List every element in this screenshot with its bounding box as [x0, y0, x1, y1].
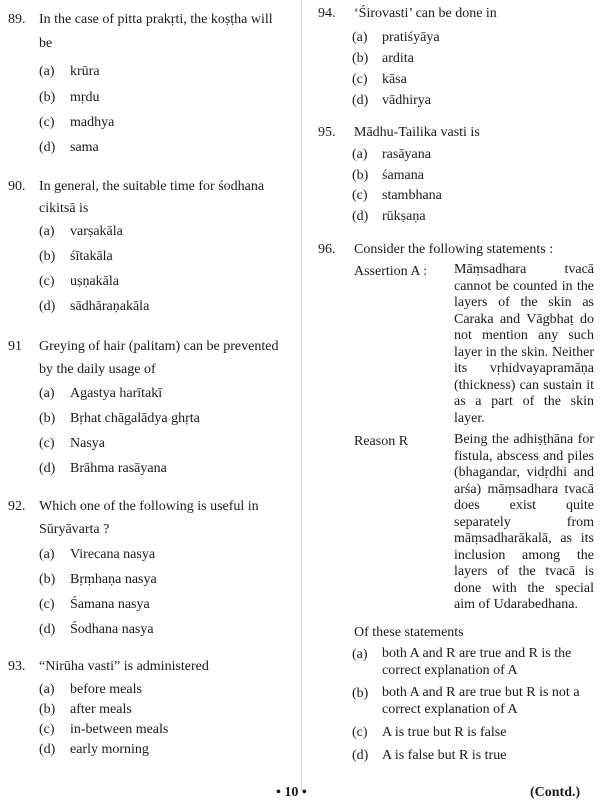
option-letter: (d)	[39, 622, 56, 637]
reason-label: Reason R	[354, 434, 409, 449]
option-letter: (b)	[352, 168, 369, 183]
question-text-line: be	[39, 36, 53, 51]
page-number: • 10 •	[276, 785, 307, 800]
option-letter: (d)	[39, 742, 56, 757]
option-text: Nasya	[70, 436, 105, 451]
question-text-line: “Nirūha vasti” is administered	[39, 659, 209, 674]
option-text: Śodhana nasya	[70, 622, 154, 637]
option-text: śītakāla	[70, 249, 113, 264]
reason-text: Being the adhiṣṭhāna for fistula, abscess and piles (bhagandar, vidṛdhi and arśa) māṃsadhara tvacā does exist quite separately from māṃsadharākalā, as its inclusion among the layers of the tvacā is done with the special aim of Udarabedhana.	[454, 432, 594, 612]
question-number: 95.	[318, 125, 336, 140]
option-letter: (c)	[352, 188, 368, 203]
option-text: sama	[70, 140, 99, 155]
option-letter: (d)	[39, 299, 56, 314]
question-number: 91	[8, 339, 22, 354]
question-text-line: Which one of the following is useful in	[39, 499, 259, 514]
option-letter: (c)	[39, 274, 55, 289]
question-number: 94.	[318, 6, 336, 21]
option-text: krūra	[70, 64, 100, 79]
option-letter: (c)	[39, 436, 55, 451]
option-text: Agastya harītakī	[70, 386, 163, 401]
assertion-text: Māṃsadhara tvacā cannot be counted in the layers of the skin as Caraka and Vāgbhaṭ do not mention any such layer in the skin. Neither its vṛhidvayapramāṇa (thickness) can sustain it as a part of the skin layer.	[454, 262, 594, 426]
question-text-line: ‘Śirovasti’ can be done in	[354, 6, 497, 21]
option-text: after meals	[70, 702, 132, 717]
of-these-statements: Of these statements	[354, 625, 464, 640]
option-letter: (a)	[39, 224, 55, 239]
question-text-line: Sūryāvarta ?	[39, 522, 110, 537]
option-text: śamana	[382, 168, 424, 183]
question-text-line: by the daily usage of	[39, 362, 156, 377]
option-text: madhya	[70, 115, 115, 130]
question-number: 96.	[318, 242, 336, 257]
question-intro: Consider the following statements :	[354, 242, 554, 257]
option-text: both A and R are true and R is the correct explanation of A	[382, 646, 572, 678]
question-text-line: cikitsā is	[39, 201, 89, 216]
option-text: rasāyana	[382, 147, 431, 162]
option-text: varṣakāla	[70, 224, 123, 239]
option-text: both A and R are true but R is not a correct explanation of A	[382, 685, 580, 717]
option-text: uṣṇakāla	[70, 274, 119, 289]
option-text: Bṛhat chāgalādya ghṛta	[70, 411, 200, 426]
option-letter: (b)	[352, 686, 369, 701]
option-text: Śamana nasya	[70, 597, 150, 612]
option-text: kāsa	[382, 72, 407, 87]
option-letter: (d)	[352, 209, 369, 224]
question-text-line: In general, the suitable time for śodhana	[39, 179, 265, 194]
column-divider	[301, 0, 302, 790]
option-letter: (a)	[39, 547, 55, 562]
option-text: early morning	[70, 742, 149, 757]
question-text-line: Mādhu-Tailika vasti is	[354, 125, 480, 140]
option-letter: (a)	[39, 682, 55, 697]
option-letter: (b)	[352, 51, 369, 66]
option-text: before meals	[70, 682, 142, 697]
option-text: A is true but R is false	[382, 725, 507, 740]
option-letter: (a)	[39, 386, 55, 401]
option-text: Virecana nasya	[70, 547, 156, 562]
option-letter: (b)	[39, 572, 56, 587]
option-letter: (b)	[39, 249, 56, 264]
option-letter: (a)	[352, 147, 368, 162]
question-number: 92.	[8, 499, 26, 514]
option-letter: (a)	[352, 647, 368, 662]
option-letter: (a)	[352, 30, 368, 45]
option-text: stambhana	[382, 188, 442, 203]
option-letter: (b)	[39, 411, 56, 426]
question-number: 93.	[8, 659, 26, 674]
question-text-line: Greying of hair (palitam) can be prevented	[39, 339, 279, 354]
option-text: vādhirya	[382, 93, 431, 108]
option-letter: (d)	[352, 748, 369, 763]
option-text: Brāhma rasāyana	[70, 461, 167, 476]
option-text: Bṛṃhaṇa nasya	[70, 572, 157, 587]
option-text: in-between meals	[70, 722, 169, 737]
question-number: 90.	[8, 179, 26, 194]
option-letter: (c)	[39, 722, 55, 737]
option-text: ardita	[382, 51, 414, 66]
option-letter: (d)	[39, 140, 56, 155]
option-letter: (c)	[352, 725, 368, 740]
option-letter: (c)	[39, 597, 55, 612]
question-text-line: In the case of pitta prakṛti, the koṣṭha will	[39, 12, 273, 27]
question-number: 89.	[8, 12, 26, 27]
option-letter: (d)	[39, 461, 56, 476]
option-letter: (a)	[39, 64, 55, 79]
option-text: rūkṣaṇa	[382, 209, 426, 224]
contd-label: (Contd.)	[530, 785, 581, 800]
option-text: pratiśyāya	[382, 30, 440, 45]
assertion-label: Assertion A :	[354, 264, 428, 279]
option-text: mṛdu	[70, 90, 100, 105]
option-text: sādhāraṇakāla	[70, 299, 150, 314]
option-letter: (c)	[352, 72, 368, 87]
option-letter: (b)	[39, 702, 56, 717]
option-text: A is false but R is true	[382, 748, 507, 763]
option-letter: (b)	[39, 90, 56, 105]
option-letter: (c)	[39, 115, 55, 130]
option-letter: (d)	[352, 93, 369, 108]
